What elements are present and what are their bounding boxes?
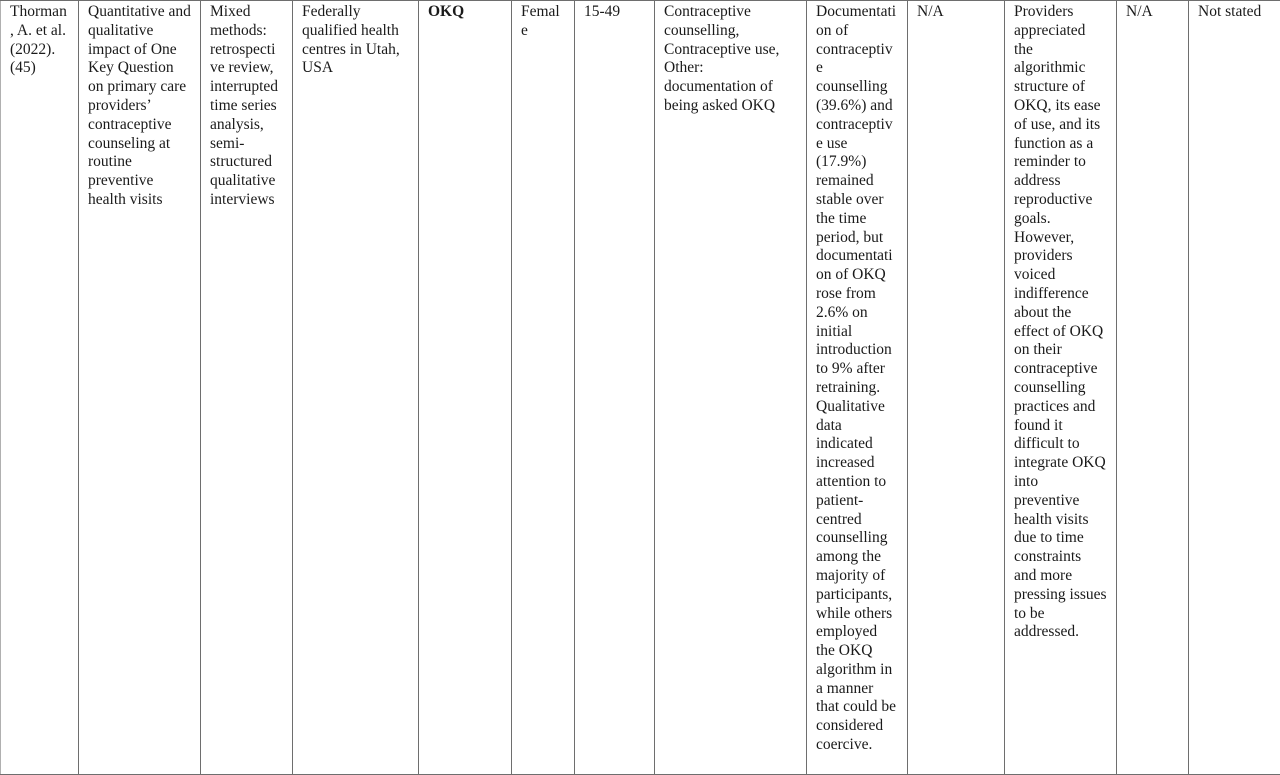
findings-text: Documentation of contraceptive counselling (39.6%) and contraceptive use (17.9%) remained stable over the time period, but documentation of OKQ rose from 2.6% on initial introduction to 9% after retraining. Qualitative data indicated increased attention to patient-centred counselling among the majority of participants, while others employed the OKQ algorithm in a manner that could be considered coercive. — [816, 3, 898, 755]
design-cell — [201, 1, 293, 775]
title-cell — [79, 1, 201, 775]
patient-perspective-cell — [908, 1, 1005, 775]
sex-cell — [512, 1, 575, 775]
outcomes-cell — [655, 1, 807, 775]
author-text: Thorman, A. et al. (2022). (45) — [10, 3, 69, 78]
setting-cell — [293, 1, 419, 775]
setting-text: Federally qualified health centres in Utah, USA — [302, 3, 409, 78]
intervention-text: OKQ — [428, 3, 502, 22]
table-row — [1, 1, 1280, 775]
outcomes-text: Contraceptive counselling, Contraceptive use, Other: documentation of being asked OKQ — [664, 3, 797, 116]
provider-perspective-text: Providers appreciated the algorithmic structure of OKQ, its ease of use, and its function as a reminder to address reproductive goals. However, providers voiced indifference about the effect of OKQ on their contraceptive counselling practices and found it difficult to integrate OKQ into preventive health visits due to time constraints and more pressing issues to be addressed. — [1014, 3, 1107, 642]
funding-cell — [1189, 1, 1280, 775]
age-text: 15-49 — [584, 3, 645, 22]
patient-perspective-text: N/A — [917, 3, 995, 22]
design-text: Mixed methods: retrospective review, interrupted time series analysis, semi-structured qualitative interviews — [210, 3, 283, 210]
funding-text: Not stated — [1198, 3, 1271, 22]
other-perspective-text: N/A — [1126, 3, 1179, 22]
title-text: Quantitative and qualitative impact of One Key Question on primary care providers’ contraceptive counseling at routine preventive health visits — [88, 3, 191, 210]
intervention-cell — [419, 1, 512, 775]
findings-cell — [807, 1, 908, 775]
other-perspective-cell — [1117, 1, 1189, 775]
provider-perspective-cell — [1005, 1, 1117, 775]
age-cell — [575, 1, 655, 775]
sex-text: Female — [521, 3, 565, 41]
author-cell — [1, 1, 79, 775]
